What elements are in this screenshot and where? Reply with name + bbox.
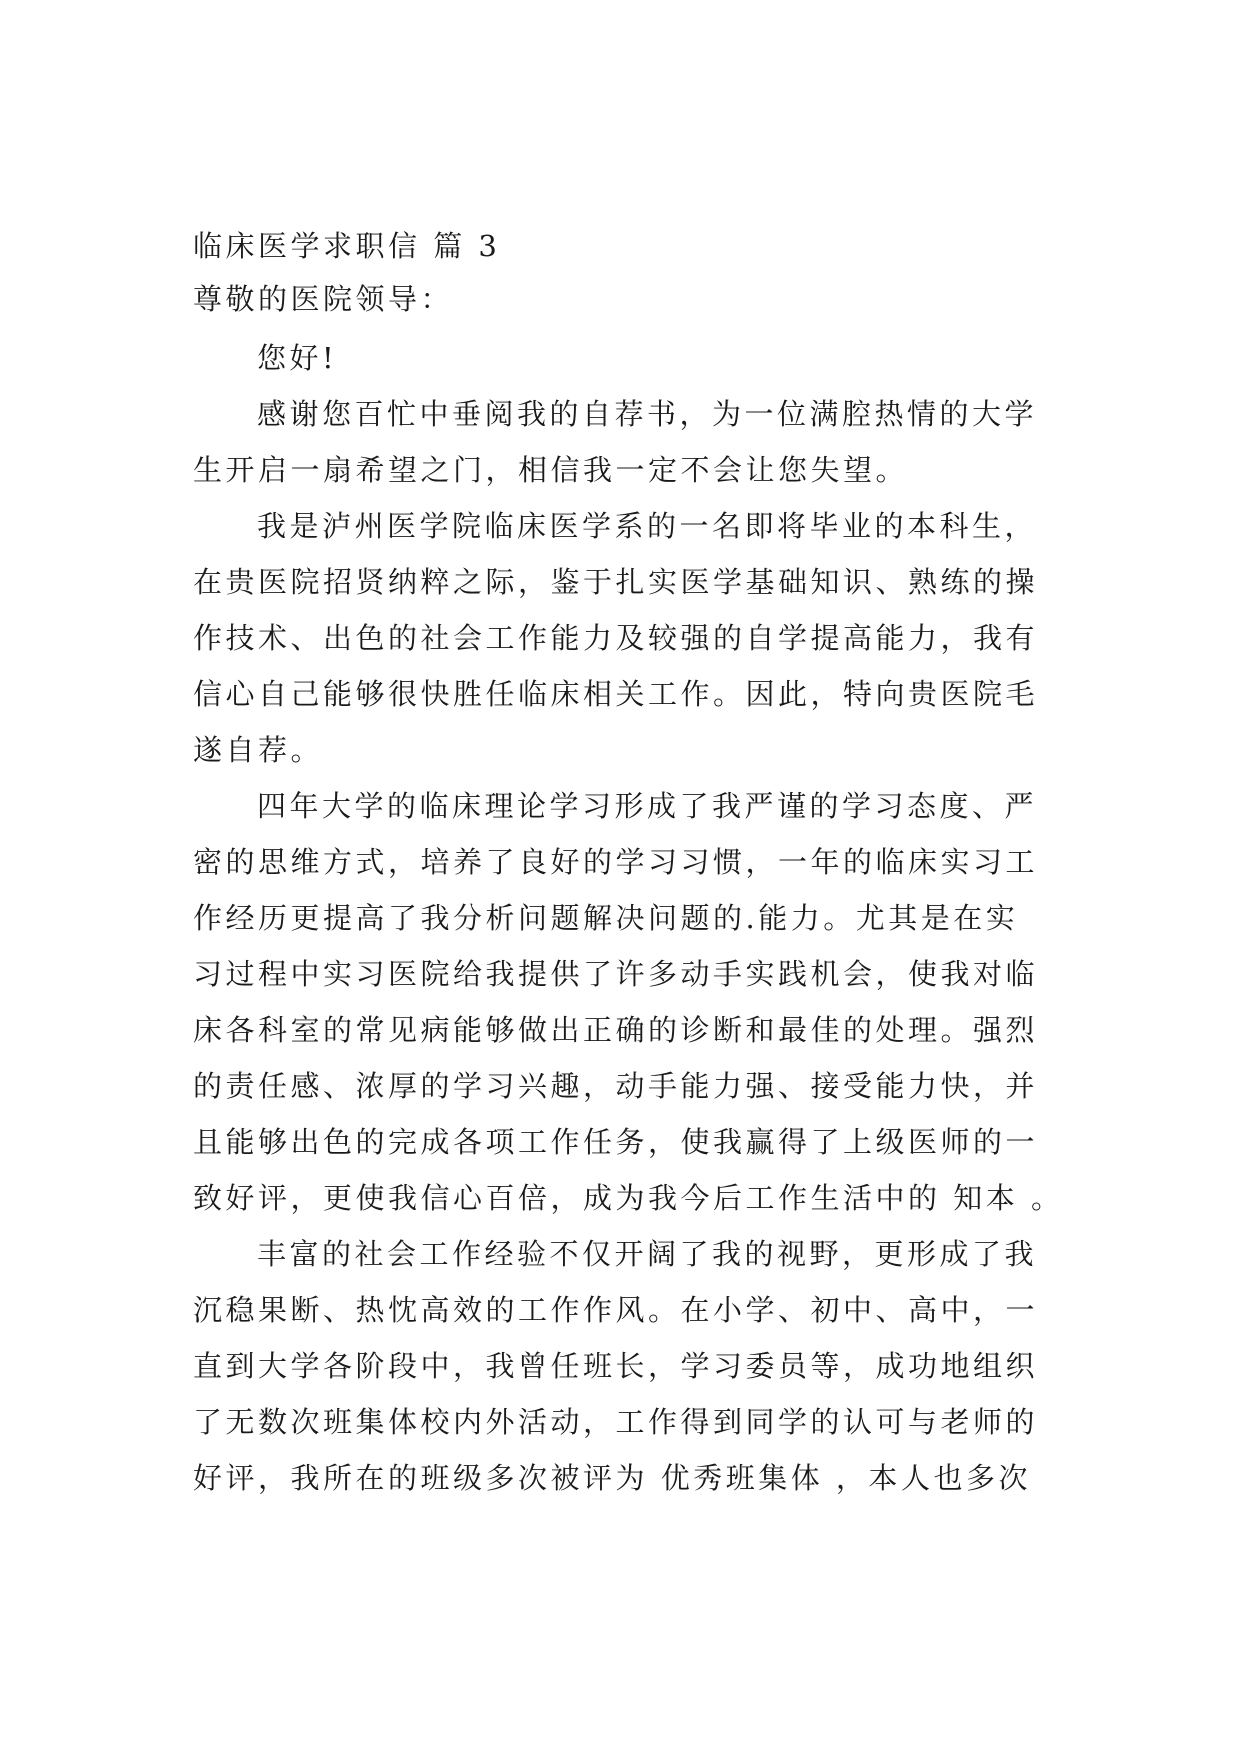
- text-line: 沉稳果断、热忱高效的工作作风。在小学、初中、高中，一: [193, 1293, 1039, 1327]
- text-line: 的责任感、浓厚的学习兴趣，动手能力强、接受能力快，并: [193, 1069, 1039, 1103]
- text-line: 感谢您百忙中垂阅我的自荐书，为一位满腔热情的大学: [257, 397, 1038, 431]
- text-line: 好评，我所在的班级多次被评为 优秀班集体 ，本人也多次: [193, 1461, 1031, 1495]
- text-line: 遂自荐。: [193, 733, 324, 767]
- text-line: 习过程中实习医院给我提供了许多动手实践机会，使我对临: [193, 957, 1039, 991]
- text-line: 作经历更提高了我分析问题解决问题的.能力。尤其是在实: [193, 901, 1019, 935]
- greeting-line: 您好!: [257, 341, 338, 375]
- text-line: 丰富的社会工作经验不仅开阔了我的视野，更形成了我: [257, 1237, 1038, 1271]
- greeting-paragraph: [193, 330, 1053, 386]
- text-line: 作技术、出色的社会工作能力及较强的自学提高能力，我有: [193, 621, 1039, 655]
- paragraph-experience: [193, 1226, 1053, 1506]
- paragraph-thanks: [193, 386, 1053, 498]
- text-line: 生开启一扇希望之门，相信我一定不会让您失望。: [193, 453, 909, 487]
- paragraph-introduction: [193, 498, 1053, 778]
- text-line: 在贵医院招贤纳粹之际，鉴于扎实医学基础知识、熟练的操: [193, 565, 1039, 599]
- text-line: 信心自己能够很快胜任临床相关工作。因此，特向贵医院毛: [193, 677, 1039, 711]
- text-line: 我是泸州医学院临床医学系的一名即将毕业的本科生，: [257, 509, 1038, 543]
- text-line: 直到大学各阶段中，我曾任班长，学习委员等，成功地组织: [193, 1349, 1039, 1383]
- letter-body: [193, 220, 1064, 1506]
- letter-title: 临床医学求职信 篇 3: [193, 229, 501, 263]
- salutation: 尊敬的医院领导：: [193, 282, 454, 316]
- text-line: 床各科室的常见病能够做出正确的诊断和最佳的处理。强烈: [193, 1013, 1039, 1047]
- text-line: 且能够出色的完成各项工作任务，使我赢得了上级医师的一: [193, 1125, 1039, 1159]
- text-line: 密的思维方式，培养了良好的学习习惯，一年的临床实习工: [193, 845, 1039, 879]
- text-line: 致好评，更使我信心百倍，成为我今后工作生活中的 知本 。: [193, 1181, 1064, 1215]
- paragraph-study: [193, 778, 1064, 1226]
- text-line: 了无数次班集体校内外活动，工作得到同学的认可与老师的: [193, 1405, 1039, 1439]
- text-line: 四年大学的临床理论学习形成了我严谨的学习态度、严: [257, 789, 1038, 823]
